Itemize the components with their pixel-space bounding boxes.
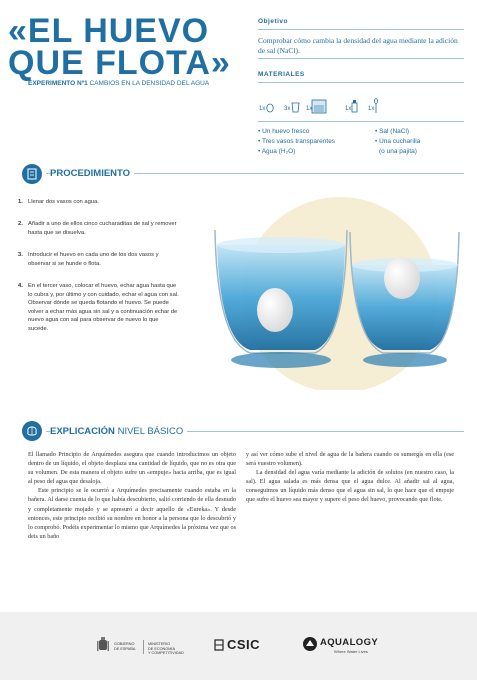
gov-line: GOBIERNO xyxy=(114,642,135,646)
egg-qty: 1x xyxy=(259,106,266,112)
aqualogy-tagline: Where Water Lives xyxy=(334,649,368,654)
step-text: Llenar dos vasos con agua. xyxy=(28,199,99,205)
salt-shaker-icon xyxy=(352,100,357,112)
objective-divider xyxy=(258,58,464,59)
sinking-egg xyxy=(257,288,293,332)
spoon-qty: 1x xyxy=(368,106,375,112)
materials-icons-svg xyxy=(258,94,408,118)
logo-divider xyxy=(143,640,144,654)
ministry-line: MINISTERIO xyxy=(148,642,171,646)
procedure-title-text: PROCEDIMIENTO xyxy=(50,168,131,179)
materials-icons-row xyxy=(258,94,408,118)
explanation-col1 xyxy=(28,450,236,541)
explanation-title-bold: EXPLICACIÓN xyxy=(50,426,115,437)
csic-emblem-icon xyxy=(213,638,225,652)
salt-qty: 1x xyxy=(345,106,352,112)
page-title-line1: «EL HUEVO xyxy=(8,12,210,50)
materials-rule xyxy=(258,82,464,83)
step-text: Introducir el huevo en cada uno de los dos vasos y observar si se hunde o flota. xyxy=(28,252,159,267)
procedure-step xyxy=(18,198,180,207)
coat-of-arms-icon xyxy=(96,636,110,654)
step-number: 3. xyxy=(18,252,23,258)
materials-list-col2 xyxy=(375,127,420,157)
explanation-paragraph: La densidad del agua varía mediante la adición de solutos (en nuestro caso, la sal). El agua salada es más densa que el agua dulce. Al añadir sal al agua, conseguimos un líquido más denso que el agua sin sal, lo que hace que el empuje que sufre el huevo sea mayor y supere el peso del huevo, provocando que flote. xyxy=(246,469,454,504)
glasses-icon xyxy=(292,103,299,112)
brain-icon xyxy=(22,421,42,441)
material-item: • Sal (NaCl) xyxy=(375,128,410,135)
csic-logo-text: CSIC xyxy=(227,637,261,652)
floating-egg xyxy=(384,257,420,299)
explanation-paragraph: Este principio se le ocurrió a Arquímedes precisamente cuando estaba en la bañera. Al darse cuenta de lo que había descubierto, salió corriendo de ella desnudo y completamente mojado y se apresuró a decir aquello de «Eureka». Y desde entonces, este principio recibió su nombre en honor a la persona que lo descubrió y lo comprobó. Podéis experimentar lo mismo que Arquímedes la próxima vez que os deis un baño xyxy=(28,487,236,540)
procedure-step xyxy=(18,251,180,268)
egg-icon xyxy=(267,104,273,112)
ministry-line: DE ECONOMÍA xyxy=(148,646,176,651)
explanation-title-rest: NIVEL BÁSICO xyxy=(117,426,184,437)
page-title-line2: QUE FLOTA» xyxy=(8,44,231,82)
step-text: En el tercer vaso, colocar el huevo, echar agua hasta que lo cubra y, por último y con cuidado, echar el agua con sal. Observar dónde se queda flotando el huevo. Se puede volver a echar más agua sin sal y a continuación echar de nuevo agua con sal para observar de nuevo lo que sucede. xyxy=(28,283,179,332)
procedure-step xyxy=(18,282,180,334)
step-text: Añadir a uno de ellos cinco cucharaditas de sal y remover hasta que se disuelva. xyxy=(28,221,177,236)
explanation-paragraph: El llamado Principio de Arquímedes asegura que cuando introducimos un objeto dentro de un líquido, el objeto desplaza una cantidad de líquido, que no es otra que su volumen. De esta manera el objeto sufre un «empuje» hacia arriba, que es igual al peso del agua que desaloja. xyxy=(28,451,236,486)
step-number: 1. xyxy=(18,199,23,205)
material-item: • Tres vasos transparentes xyxy=(258,138,336,145)
explanation-paragraph: y así ver cómo sube el nivel de agua de la bañera cuando os sumergís en ella (ese será vuestro volumen). xyxy=(246,451,454,468)
procedure-badge xyxy=(22,164,42,184)
experiment-label: EXPERIMENTO Nº1 xyxy=(28,80,88,87)
egg-in-glasses-image xyxy=(205,190,465,390)
ministry-line: Y COMPETITIVIDAD xyxy=(148,651,184,656)
experiment-subtitle xyxy=(28,80,209,87)
glasses-illustration xyxy=(205,190,465,390)
explanation-badge xyxy=(22,421,42,441)
water-qty: 1x xyxy=(306,106,313,112)
materials-label: MATERIALES xyxy=(258,71,305,78)
material-item: • Un huevo fresco xyxy=(258,128,310,135)
government-logo-text xyxy=(114,642,135,651)
footer xyxy=(0,612,477,680)
glasses-qty: 3x xyxy=(284,106,291,112)
objective-label: Objetivo xyxy=(258,18,289,25)
explanation-title xyxy=(50,426,187,437)
aqualogy-logo-text: AQUALOGY xyxy=(320,637,379,648)
water-pitcher-icon xyxy=(312,100,326,113)
spoon-icon xyxy=(374,99,377,113)
aqualogy-emblem-icon xyxy=(302,636,318,652)
gov-line: DE ESPAÑA xyxy=(114,646,136,651)
objective-rule xyxy=(258,29,464,30)
material-item: (o una pajita) xyxy=(379,148,417,155)
materials-list-col1 xyxy=(258,127,335,157)
step-number: 2. xyxy=(18,221,23,227)
ministry-logo-text xyxy=(148,642,184,656)
material-item: • Una cucharilla xyxy=(375,138,421,145)
experiment-subtitle-text: CAMBIOS EN LA DENSIDAD DEL AGUA xyxy=(89,80,210,87)
clipboard-icon xyxy=(22,164,42,184)
procedure-step xyxy=(18,220,180,237)
material-item: • Agua (H₂O) xyxy=(258,148,296,155)
step-number: 4. xyxy=(18,283,23,289)
materials-icons-rule xyxy=(258,121,464,122)
objective-text: Comprobar cómo cambia la densidad del agua mediante la adición de sal (NaCl). xyxy=(258,36,458,55)
explanation-col2 xyxy=(246,450,454,505)
procedure-title xyxy=(50,168,134,179)
